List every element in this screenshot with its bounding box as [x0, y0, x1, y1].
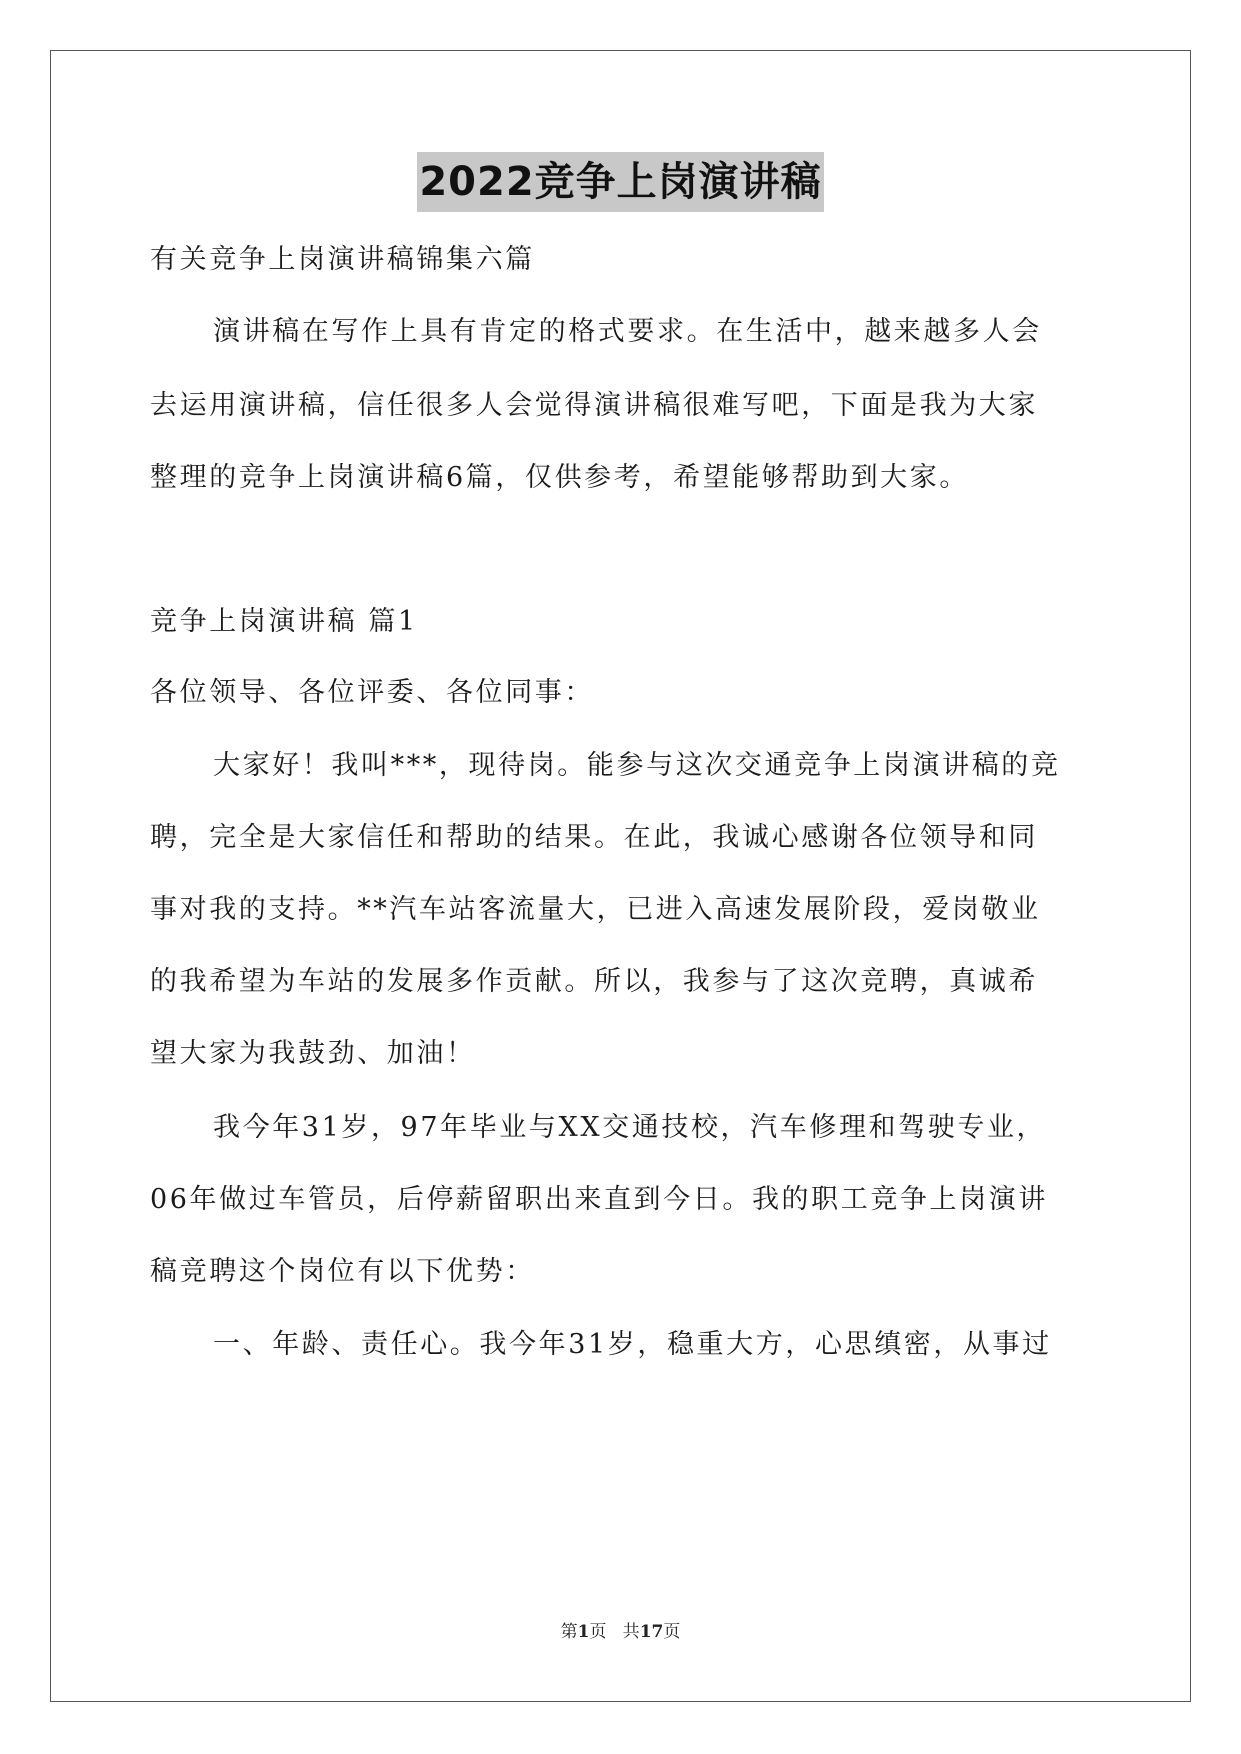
para2-line-2: 06年做过车管员，后停薪留职出来直到今日。我的职工竞争上岗演讲: [150, 1184, 1048, 1215]
para1-line-5: 望大家为我鼓劲、加油！: [150, 1038, 476, 1069]
para2-line-1: 我今年31岁，97年毕业与XX交通技校，汽车修理和驾驶专业，: [213, 1112, 1047, 1143]
footer-middle: 页 共: [589, 1622, 640, 1642]
section-heading: 竞争上岗演讲稿 篇1: [150, 606, 418, 637]
intro-line-3: 整理的竞争上岗演讲稿6篇，仅供参考，希望能够帮助到大家。: [150, 462, 969, 493]
para2-line-3: 稿竞聘这个岗位有以下优势：: [150, 1256, 535, 1287]
document-title: 2022竞争上岗演讲稿: [417, 152, 823, 212]
footer-suffix: 页: [663, 1622, 681, 1642]
page-border: [50, 50, 1191, 1702]
document-subtitle: 有关竞争上岗演讲稿锦集六篇: [150, 244, 535, 275]
para1-line-2: 聘，完全是大家信任和帮助的结果。在此，我诚心感谢各位领导和同: [150, 822, 1038, 853]
footer-page-number: 1: [577, 1622, 590, 1642]
salutation: 各位领导、各位评委、各位同事：: [150, 677, 594, 708]
footer-prefix: 第: [560, 1622, 578, 1642]
para3-line-1: 一、年龄、责任心。我今年31岁，稳重大方，心思缜密，从事过: [213, 1329, 1052, 1360]
para1-line-3: 事对我的支持。**汽车站客流量大，已进入高速发展阶段，爱岗敬业: [150, 894, 1041, 925]
intro-line-1: 演讲稿在写作上具有肯定的格式要求。在生活中，越来越多人会: [213, 316, 1042, 347]
intro-line-2: 去运用演讲稿，信任很多人会觉得演讲稿很难写吧，下面是我为大家: [150, 390, 1038, 421]
para1-line-4: 的我希望为车站的发展多作贡献。所以，我参与了这次竞聘，真诚希: [150, 966, 1038, 997]
page-footer: [0, 1620, 1241, 1644]
title-container: [0, 152, 1241, 212]
para1-line-1: 大家好！我叫***，现待岗。能参与这次交通竞争上岗演讲稿的竞: [213, 750, 1061, 781]
footer-total-pages: 17: [639, 1622, 664, 1642]
